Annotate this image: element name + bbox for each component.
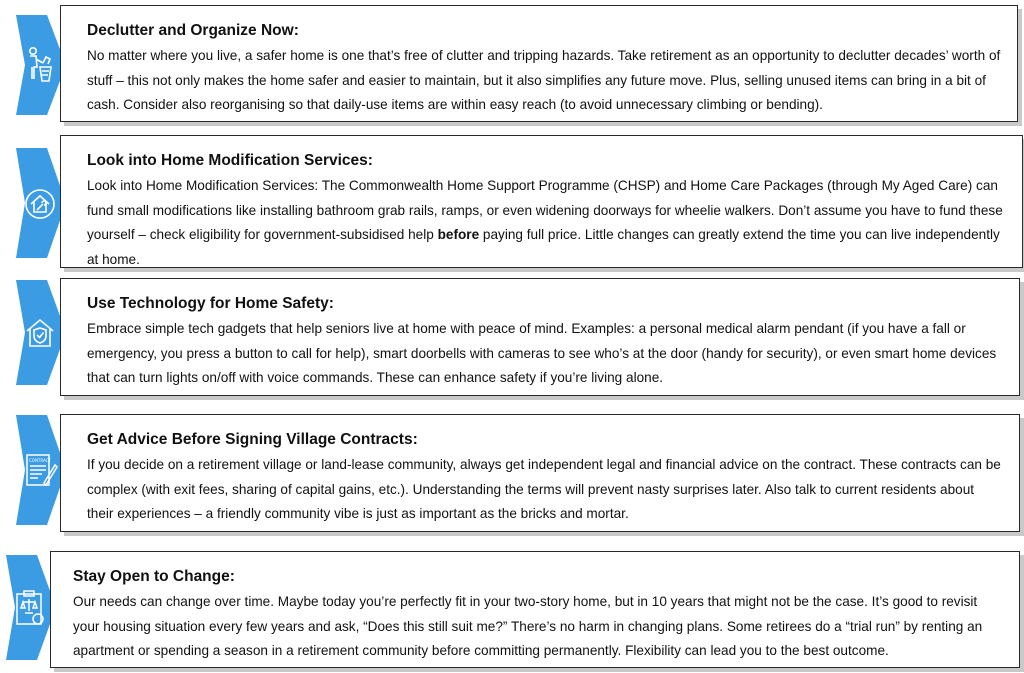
section-card-home-modification	[60, 135, 1023, 268]
section-body	[87, 174, 1006, 272]
body-text-end: paying full price. Little changes can greatly extend the time you can live independently at home.	[87, 227, 1000, 267]
body-text-start: Look into Home Modification Services: The Commonwealth Home Support Programme (CHSP) and Home Care Packages (through My Aged Care) can fund small modifications like installing bathroom grab rails, ramps, or even widening doorways for wheelie walkers. Don’t assume you have to fund these yourself – check eligibility for government-subsidised help	[87, 178, 1003, 242]
home-shield-icon	[24, 316, 56, 350]
body-text-emphasis: before	[437, 227, 480, 242]
section-badge	[16, 415, 66, 525]
section-card-declutter	[60, 5, 1018, 122]
section-badge	[6, 555, 56, 660]
section-title: Declutter and Organize Now:	[87, 22, 299, 39]
section-badge	[16, 280, 66, 385]
contract-icon-label: CONTRACT	[29, 458, 51, 463]
section-body: Our needs can change over time. Maybe today you’re perfectly fit in your two-story home, but in 10 years that might not be the case. It’s good to revisit your housing situation every few years and ask, “Does this still suit me?” There’s no harm in changing plans. Some retirees do a “trial run” by renting an apartment or spending a season in a retirement community before committing permanently. Flexibility can lead you to the best outcome.	[73, 594, 983, 658]
section-title: Get Advice Before Signing Village Contracts:	[87, 431, 418, 448]
legal-clipboard-icon	[14, 589, 46, 627]
section-title: Use Technology for Home Safety:	[87, 295, 334, 312]
section-badge	[16, 148, 66, 258]
section-card-village-contracts	[60, 414, 1020, 532]
section-badge	[16, 15, 66, 115]
section-title: Look into Home Modification Services:	[87, 152, 373, 169]
section-card-technology	[60, 278, 1020, 396]
section-card-stay-open	[50, 551, 1020, 668]
section-title: Stay Open to Change:	[73, 568, 235, 585]
contract-pen-icon	[24, 451, 58, 489]
section-body: If you decide on a retirement village or land-lease community, always get independent legal and financial advice on the contract. These contracts can be complex (with exit fees, sharing of capital gains, etc.). Understanding the terms will prevent nasty surprises later. Also talk to current residents about their experiences – a friendly community vibe is just as important as the bricks and mortar.	[87, 457, 1001, 521]
section-body: No matter where you live, a safer home is one that’s free of clutter and tripping hazards. Take retirement as an opportunity to declutter decades’ worth of stuff – this not only makes the home safer and easier to maintain, but it also simplifies any future move. Plus, selling unused items can bring in a bit of cash. Consider also reorganising so that daily-use items are within easy reach (to avoid unnecessary climbing or bending).	[87, 48, 1001, 112]
section-body: Embrace simple tech gadgets that help seniors live at home with peace of mind. Examples: a personal medical alarm pendant (if you have a fall or emergency, you press a button to call for help), smart doorbells with cameras to see who’s at the door (handy for security), or even smart home devices that can turn lights on/off with voice commands. These can enhance safety if you’re living alone.	[87, 321, 997, 385]
home-repair-icon	[24, 186, 56, 220]
declutter-person-icon	[24, 45, 54, 85]
